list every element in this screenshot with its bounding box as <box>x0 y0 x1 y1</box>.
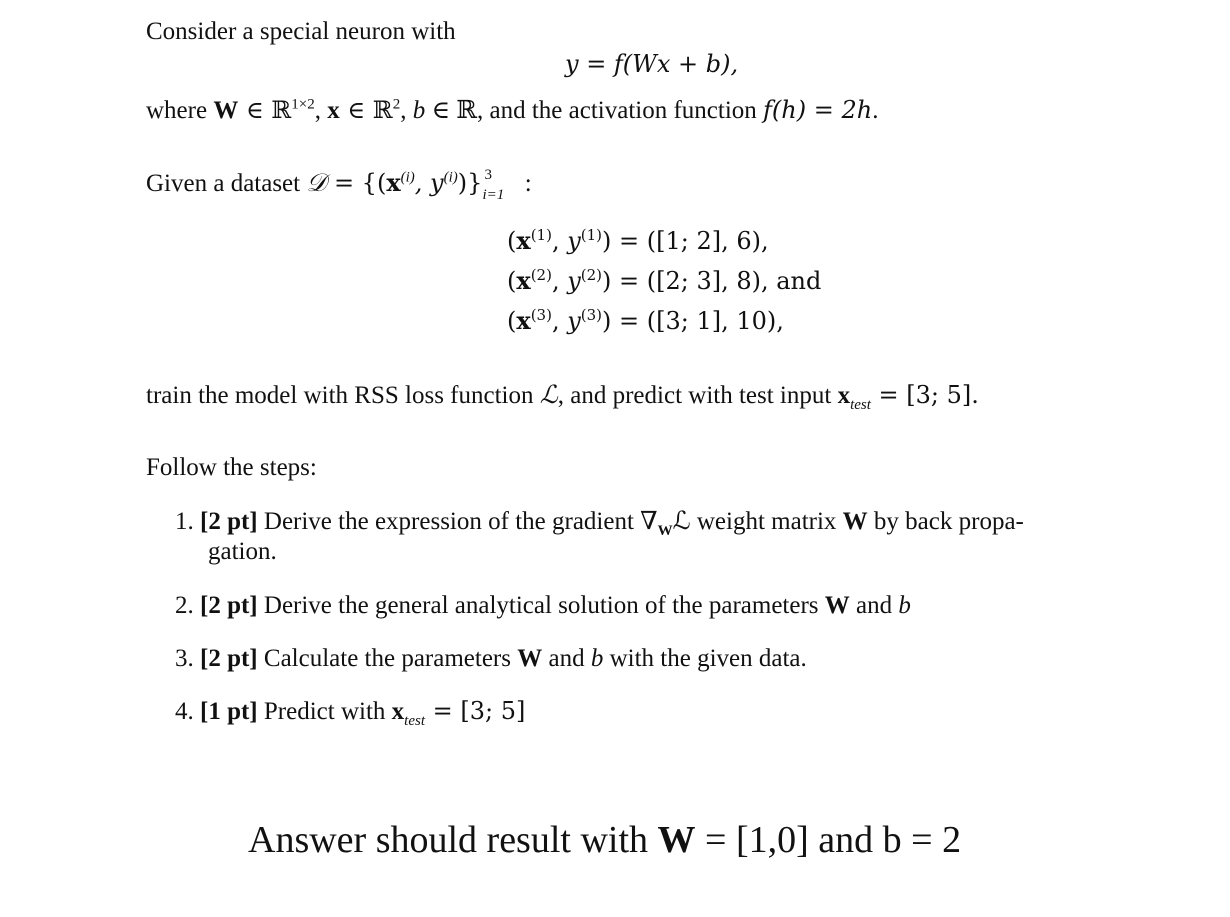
b-symbol: b <box>590 645 604 672</box>
test-x: x <box>391 698 405 725</box>
step-text: by back propa- <box>867 508 1024 535</box>
step-4 <box>175 696 525 727</box>
step-number: 2. <box>175 592 194 619</box>
neuron-equation <box>565 50 738 78</box>
intro-text: Consider a special neuron with <box>146 18 456 45</box>
test-sub: test <box>404 713 425 729</box>
row-x-sup: (1) <box>530 226 552 244</box>
step-text: Derive the expression of the gradient ∇ <box>257 508 658 535</box>
dataset-x: x <box>386 168 401 197</box>
comma: , <box>314 97 328 124</box>
row-rhs: = ([1; 2], 6), <box>619 227 769 255</box>
neuron-equation-text: y = f(Wx + b), <box>565 50 739 78</box>
step-1 <box>175 507 1024 537</box>
w-symbol: W <box>824 592 850 619</box>
test-value: = [3; 5] <box>425 697 526 725</box>
step-points: [2 pt] <box>200 592 258 619</box>
step-text: ℒ weight matrix <box>672 508 843 535</box>
w-domain-sup: 1×2 <box>291 96 315 113</box>
row-y-sup: (2) <box>580 266 603 284</box>
step-points: [1 pt] <box>200 698 258 725</box>
train-text-1: train the model with RSS loss function <box>146 382 540 409</box>
w-symbol: W <box>213 97 239 124</box>
data-rows <box>507 226 821 336</box>
row-rhs: = ([3; 1], 10), <box>619 307 784 335</box>
data-row: ($x^{(3)}$, $y^{(3)}) = ([3$; 1], 10), <box>507 306 784 335</box>
test-x: x <box>837 382 851 409</box>
step-points: [2 pt] <box>200 508 258 535</box>
step-text: and <box>542 645 591 672</box>
answer-value: = [1,0] and b = 2 <box>695 819 962 861</box>
x-symbol: x <box>327 97 340 124</box>
step-text: with the given data. <box>603 645 807 672</box>
follow-heading: Follow the steps: <box>146 454 317 481</box>
data-row: ($x^{(2)}$, $y^{(2)}) = ([2$; 3], 8), and <box>507 266 822 295</box>
data-row: ($x^{(1)}$, $y^{(1)}) = ([1$; 2], 6), <box>507 226 769 255</box>
row-rhs: = ([2; 3], 8), and <box>619 267 822 295</box>
step-text: Derive the general analytical solution of the parameters <box>257 592 825 619</box>
b-symbol: b <box>898 592 911 619</box>
dataset-symbol: 𝒟 <box>306 168 327 197</box>
test-value: = [3; 5]. <box>870 381 979 409</box>
gradient-sub: W <box>657 523 673 539</box>
dataset-lead: Given a dataset <box>146 170 307 197</box>
step-1-line-2: gation. <box>208 538 277 565</box>
x-domain: ∈ ℝ <box>339 96 393 124</box>
step-text: Predict with <box>257 698 392 725</box>
w-symbol: W <box>842 508 868 535</box>
w-symbol: W <box>517 645 543 672</box>
dataset-eq: = {( <box>326 169 387 197</box>
w-domain: ∈ ℝ <box>238 96 292 124</box>
step-3 <box>175 644 807 674</box>
step-2 <box>175 591 911 621</box>
answer-line <box>248 818 961 862</box>
answer-w: W <box>657 819 696 861</box>
row-x-sup: (3) <box>530 306 552 324</box>
answer-text: Answer should result with <box>248 819 658 861</box>
train-line <box>146 380 979 411</box>
step-number: 3. <box>175 645 194 672</box>
x-domain-sup: 2 <box>392 96 401 113</box>
step-text: Calculate the parameters <box>257 645 518 672</box>
dataset-line: Given a dataset 𝒟 = {($x^{(i)}$, $y^{(i)}$)} 3 i=1 : <box>146 167 532 203</box>
step-points: [2 pt] <box>200 645 258 672</box>
b-domain-text: ∈ ℝ, and the activation function <box>425 97 764 124</box>
row-y-sup: (3) <box>580 306 603 324</box>
loss-symbol: ℒ <box>539 380 558 409</box>
dataset-close: )} <box>457 169 483 197</box>
period: . <box>872 97 879 124</box>
comma: , <box>400 97 413 124</box>
activation-function: f(h) = 2h <box>763 96 873 124</box>
step-text: and <box>849 592 899 619</box>
dataset-colon: : <box>518 170 532 197</box>
where-word: where <box>146 97 214 124</box>
dataset-x-sup: (i) <box>400 169 415 186</box>
where-line <box>146 95 878 126</box>
step-number: 4. <box>175 698 194 725</box>
dataset-y: , y <box>414 169 444 197</box>
row-y-sup: (1) <box>580 226 603 244</box>
b-symbol: b <box>412 97 426 124</box>
row-x-sup: (2) <box>530 266 552 284</box>
dataset-y-sup: (i) <box>443 169 458 186</box>
step-number: 1. <box>175 508 194 535</box>
test-sub: test <box>850 397 871 413</box>
train-text-2: , and predict with test input <box>557 382 838 409</box>
